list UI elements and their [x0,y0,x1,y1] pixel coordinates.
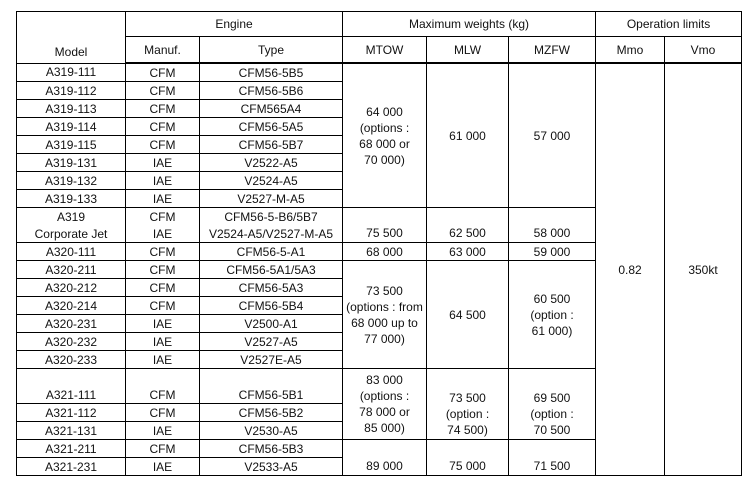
cell-type: CFM56-5A1/5A3 [200,261,343,279]
cell-cj-mtow: 75 500 [343,208,427,243]
cell-a321-2-mzfw: 71 500 [509,440,596,476]
cell-a320-111-mzfw: 59 000 [509,243,596,261]
a321-1-mtow-line: (options : [359,389,410,403]
cell-model: A319-111 [17,63,126,82]
cell-a319-mzfw: 57 000 [509,63,596,208]
cell-model: A321-112 [17,404,126,422]
header-mlw: MLW [427,37,509,64]
cell-model: A319-131 [17,154,126,172]
cell-model: A321-211 [17,440,126,458]
cell-manuf: CFM [126,386,200,404]
header-vmo: Vmo [665,37,742,64]
cell-a320-mzfw [509,261,596,369]
cell-type: CFM56-5-A1 [200,243,343,261]
cell-manuf: CFM [126,63,200,82]
a320-mtow-line: (options : from [346,299,423,314]
a320-mtow-line: 68 000 up to [351,315,418,330]
a320-mzfw-line: (option : [530,307,574,322]
a320-mtow-line: 73 500 [366,283,403,298]
a321-1-mtow-line: 85 000) [364,421,405,435]
cell-model: Corporate Jet [17,225,126,243]
cell-type: CFM56-5B5 [200,63,343,82]
cell-manuf: CFM [126,118,200,136]
cell-type: V2522-A5 [200,154,343,172]
cell-type: CFM56-5-B6/5B7 [200,208,343,226]
cell-manuf: IAE [126,190,200,208]
a320-mzfw-line: 60 500 [533,291,571,306]
header-mtow: MTOW [343,37,427,64]
cell-a319-mlw: 61 000 [427,63,509,208]
cell-manuf [126,369,200,387]
header-mzfw: MZFW [509,37,596,64]
header-manuf: Manuf. [126,37,200,64]
a319-mtow-line: 70 000) [364,152,405,167]
cell-model: A319-112 [17,82,126,100]
cell-type: CFM56-5B6 [200,82,343,100]
cell-a321-2-mlw: 75 000 [427,440,509,476]
cell-a321-1-mlw [427,369,509,440]
header-mmo: Mmo [596,37,665,64]
cell-a321-2-mtow: 89 000 [343,440,427,476]
cell-model: A319 [17,208,126,226]
cell-type: V2500-A1 [200,315,343,333]
cell-model [17,369,126,387]
cell-manuf: CFM [126,243,200,261]
table-row [17,63,742,82]
cell-type: CFM56-5B3 [200,440,343,458]
cell-model: A319-114 [17,118,126,136]
cell-model: A320-214 [17,297,126,315]
cell-manuf: IAE [126,225,200,243]
cell-manuf: CFM [126,136,200,154]
header-operation-limits: Operation limits [596,12,742,37]
a321-1-mlw-line: 74 500) [447,423,488,437]
cell-model: A319-113 [17,100,126,118]
header-engine: Engine [126,12,343,37]
cell-manuf: CFM [126,100,200,118]
cell-type: CFM565A4 [200,100,343,118]
cell-model: A320-212 [17,279,126,297]
cell-type: CFM56-5B4 [200,297,343,315]
cell-a321-1-mzfw [509,369,596,440]
cell-a320-111-mtow: 68 000 [343,243,427,261]
aircraft-specs-table [16,11,742,476]
a321-1-mlw-line: (option : [445,407,490,421]
cell-manuf: CFM [126,82,200,100]
cell-vmo: 350kt [665,63,742,476]
cell-cj-mzfw: 58 000 [509,208,596,243]
cell-type: V2524-A5/V2527-M-A5 [200,225,343,243]
cell-type: CFM56-5B1 [200,386,343,404]
cell-manuf: CFM [126,404,200,422]
cell-manuf: IAE [126,351,200,369]
cell-model: A320-111 [17,243,126,261]
cell-type: V2530-A5 [200,422,343,440]
cell-model: A320-211 [17,261,126,279]
cell-manuf: IAE [126,422,200,440]
cell-manuf: IAE [126,154,200,172]
cell-manuf: IAE [126,333,200,351]
cell-model: A320-232 [17,333,126,351]
cell-type: V2527E-A5 [200,351,343,369]
a321-1-mzfw-line: 70 500 [533,423,571,437]
cell-mmo: 0.82 [596,63,665,476]
cell-model: A320-233 [17,351,126,369]
cell-model: A319-115 [17,136,126,154]
cell-manuf: CFM [126,279,200,297]
a321-1-mtow-line: 83 000 [366,373,403,387]
cell-cj-mlw: 62 500 [427,208,509,243]
cell-manuf: IAE [126,172,200,190]
a319-mtow-line: 68 000 or [359,136,410,151]
cell-type: V2524-A5 [200,172,343,190]
cell-type [200,369,343,387]
cell-type: V2527-M-A5 [200,190,343,208]
cell-manuf: CFM [126,208,200,226]
a320-mzfw-line: 61 000) [531,323,573,338]
a321-1-mzfw-line: (option : [530,407,574,421]
a319-mtow-line: (options : [359,120,410,135]
cell-model: A321-131 [17,422,126,440]
cell-manuf: CFM [126,297,200,315]
cell-type: V2527-A5 [200,333,343,351]
cell-type: CFM56-5A3 [200,279,343,297]
cell-model: A320-231 [17,315,126,333]
cell-type: CFM56-5B7 [200,136,343,154]
header-type: Type [200,37,343,64]
cell-manuf: CFM [126,261,200,279]
cell-model: A321-231 [17,458,126,476]
cell-manuf: IAE [126,458,200,476]
cell-a320-111-mlw: 63 000 [427,243,509,261]
a320-mtow-line: 77 000) [364,331,405,346]
a321-1-mlw-line: 73 500 [449,391,486,405]
cell-manuf: CFM [126,440,200,458]
cell-a319-mtow [343,63,427,208]
cell-a321-1-mtow [343,369,427,440]
a321-1-mtow-line: 78 000 or [359,405,410,419]
cell-a320-mtow [343,261,427,369]
header-model: Model [17,12,126,64]
cell-model: A321-111 [17,386,126,404]
cell-type: CFM56-5B2 [200,404,343,422]
cell-type: CFM56-5A5 [200,118,343,136]
cell-model: A319-133 [17,190,126,208]
header-max-weights: Maximum weights (kg) [343,12,596,37]
cell-a320-mlw: 64 500 [427,261,509,369]
a321-1-mzfw-line: 69 500 [533,391,571,405]
cell-manuf: IAE [126,315,200,333]
cell-type: V2533-A5 [200,458,343,476]
cell-model: A319-132 [17,172,126,190]
a319-mtow-line: 64 000 [366,104,403,119]
